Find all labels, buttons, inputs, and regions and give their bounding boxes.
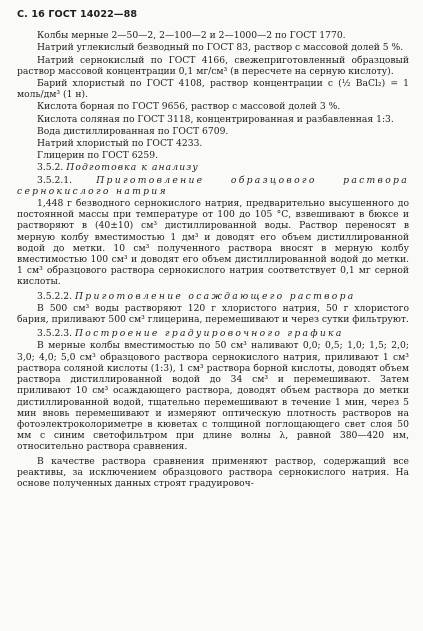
section-number: 3.5.2. bbox=[37, 162, 64, 174]
section-3-5-2-3-body: В мерные колбы вместимостью по 50 см³ наливают 0,0; 0,5; 1,0; 1,5; 2,0; 3,0; 4,0; 5,0 см³ образцового раствора сернокислого натрия, приливают 1 см³ раствора соляной кислоты (1:3), 1 см³ раствора борной кислоты, доводят объем раствора дистиллированной водой до 34 см³ и перемешивают. Затем приливают 10 см³ осаждающего раствора, доводят объем раствора до метки дистиллированной водой, тщательно перемешивают в течение 1 мин, через 5 мин вновь перемешивают и измеряют оптическую плотность растворов на фотоэлектроколориметре в кюветах с толщиной поглощающего свет слоя 50 мм с синим светофильтром при длине волны λ, равной 380—420 нм, относительно раствора сравнения. bbox=[17, 340, 409, 453]
section-3-5-2-2-body: В 500 см³ воды растворяют 120 г хлористого натрия, 50 г хлористого бария, приливают 500 см³ глицерина, перемешивают и через сутки фильтруют. bbox=[17, 302, 409, 326]
reference-solution-paragraph: В качестве раствора сравнения применяют раствор, содержащий все реактивы, за исключением образцового раствора сернокислого натрия. На основе полученных данных строят градуировоч- bbox=[17, 455, 409, 489]
section-title: Построение градуировочного графика bbox=[75, 328, 344, 340]
reagent-sodium-carbonate: Натрий углекислый безводный по ГОСТ 83, раствор с массовой долей 5 %. bbox=[37, 42, 404, 54]
section-3-5-2-1-heading bbox=[17, 175, 409, 197]
reagent-hydrochloric-acid: Кислота соляная по ГОСТ 3118, концентрированная и разбавленная 1:3. bbox=[37, 113, 394, 125]
reagent-barium-chloride: Барий хлористый по ГОСТ 4108, раствор концентрации с (½ BaCl₂) = 1 моль/дм³ (1 н). bbox=[17, 78, 409, 101]
section-3-5-2-heading bbox=[17, 162, 409, 173]
reagent-glycerin: Глицерин по ГОСТ 6259. bbox=[37, 150, 159, 162]
reagent-boric-acid: Кислота борная по ГОСТ 9656, раствор с массовой долей 3 %. bbox=[37, 101, 341, 113]
section-3-5-2-1-body: 1,448 г безводного сернокислого натрия, предварительно высушенного до постоянной массы при температуре от 100 до 105 °С, взвешивают в бюксе и растворяют в (40±10) см³ дистиллированной воды. Раствор переносят в мерную колбу вместимостью 1 дм³ и доводят его объем дистиллированной водой до метки. 10 см³ полученного раствора вносят в мерную колбу вместимостью 100 см³ и доводят его объем дистиллированной водой до метки. 1 см³ образцового раствора сернокислого натрия соответствует 0,1 мг серной кислоты. bbox=[17, 198, 409, 288]
reagent-distilled-water: Вода дистиллированная по ГОСТ 6709. bbox=[37, 125, 229, 137]
section-3-5-2-2-heading bbox=[17, 291, 409, 302]
reagent-sodium-sulfate: Натрий сернокислый по ГОСТ 4166, свежеприготовленный образцовый раствор массовой концентрации 0,1 мг/см³ (в пересчете на серную кислоту). bbox=[17, 54, 409, 77]
page-header: С. 16 ГОСТ 14022—88 bbox=[17, 9, 138, 20]
section-title: Приготовление осаждающего раствора bbox=[75, 290, 356, 302]
section-number: 3.5.2.2. bbox=[37, 290, 73, 302]
section-number: 3.5.2.1. bbox=[37, 174, 73, 186]
section-title: Приготовление образцового раствора сернокислого натрия bbox=[17, 174, 409, 197]
reagent-volumetric-flasks: Колбы мерные 2—50—2, 2—100—2 и 2—1000—2 по ГОСТ 1770. bbox=[37, 30, 346, 42]
section-number: 3.5.2.3. bbox=[37, 328, 73, 340]
section-title: Подготовка к анализу bbox=[66, 162, 199, 174]
section-3-5-2-3-heading bbox=[17, 328, 409, 339]
reagent-sodium-chloride: Натрий хлористый по ГОСТ 4233. bbox=[37, 138, 203, 150]
